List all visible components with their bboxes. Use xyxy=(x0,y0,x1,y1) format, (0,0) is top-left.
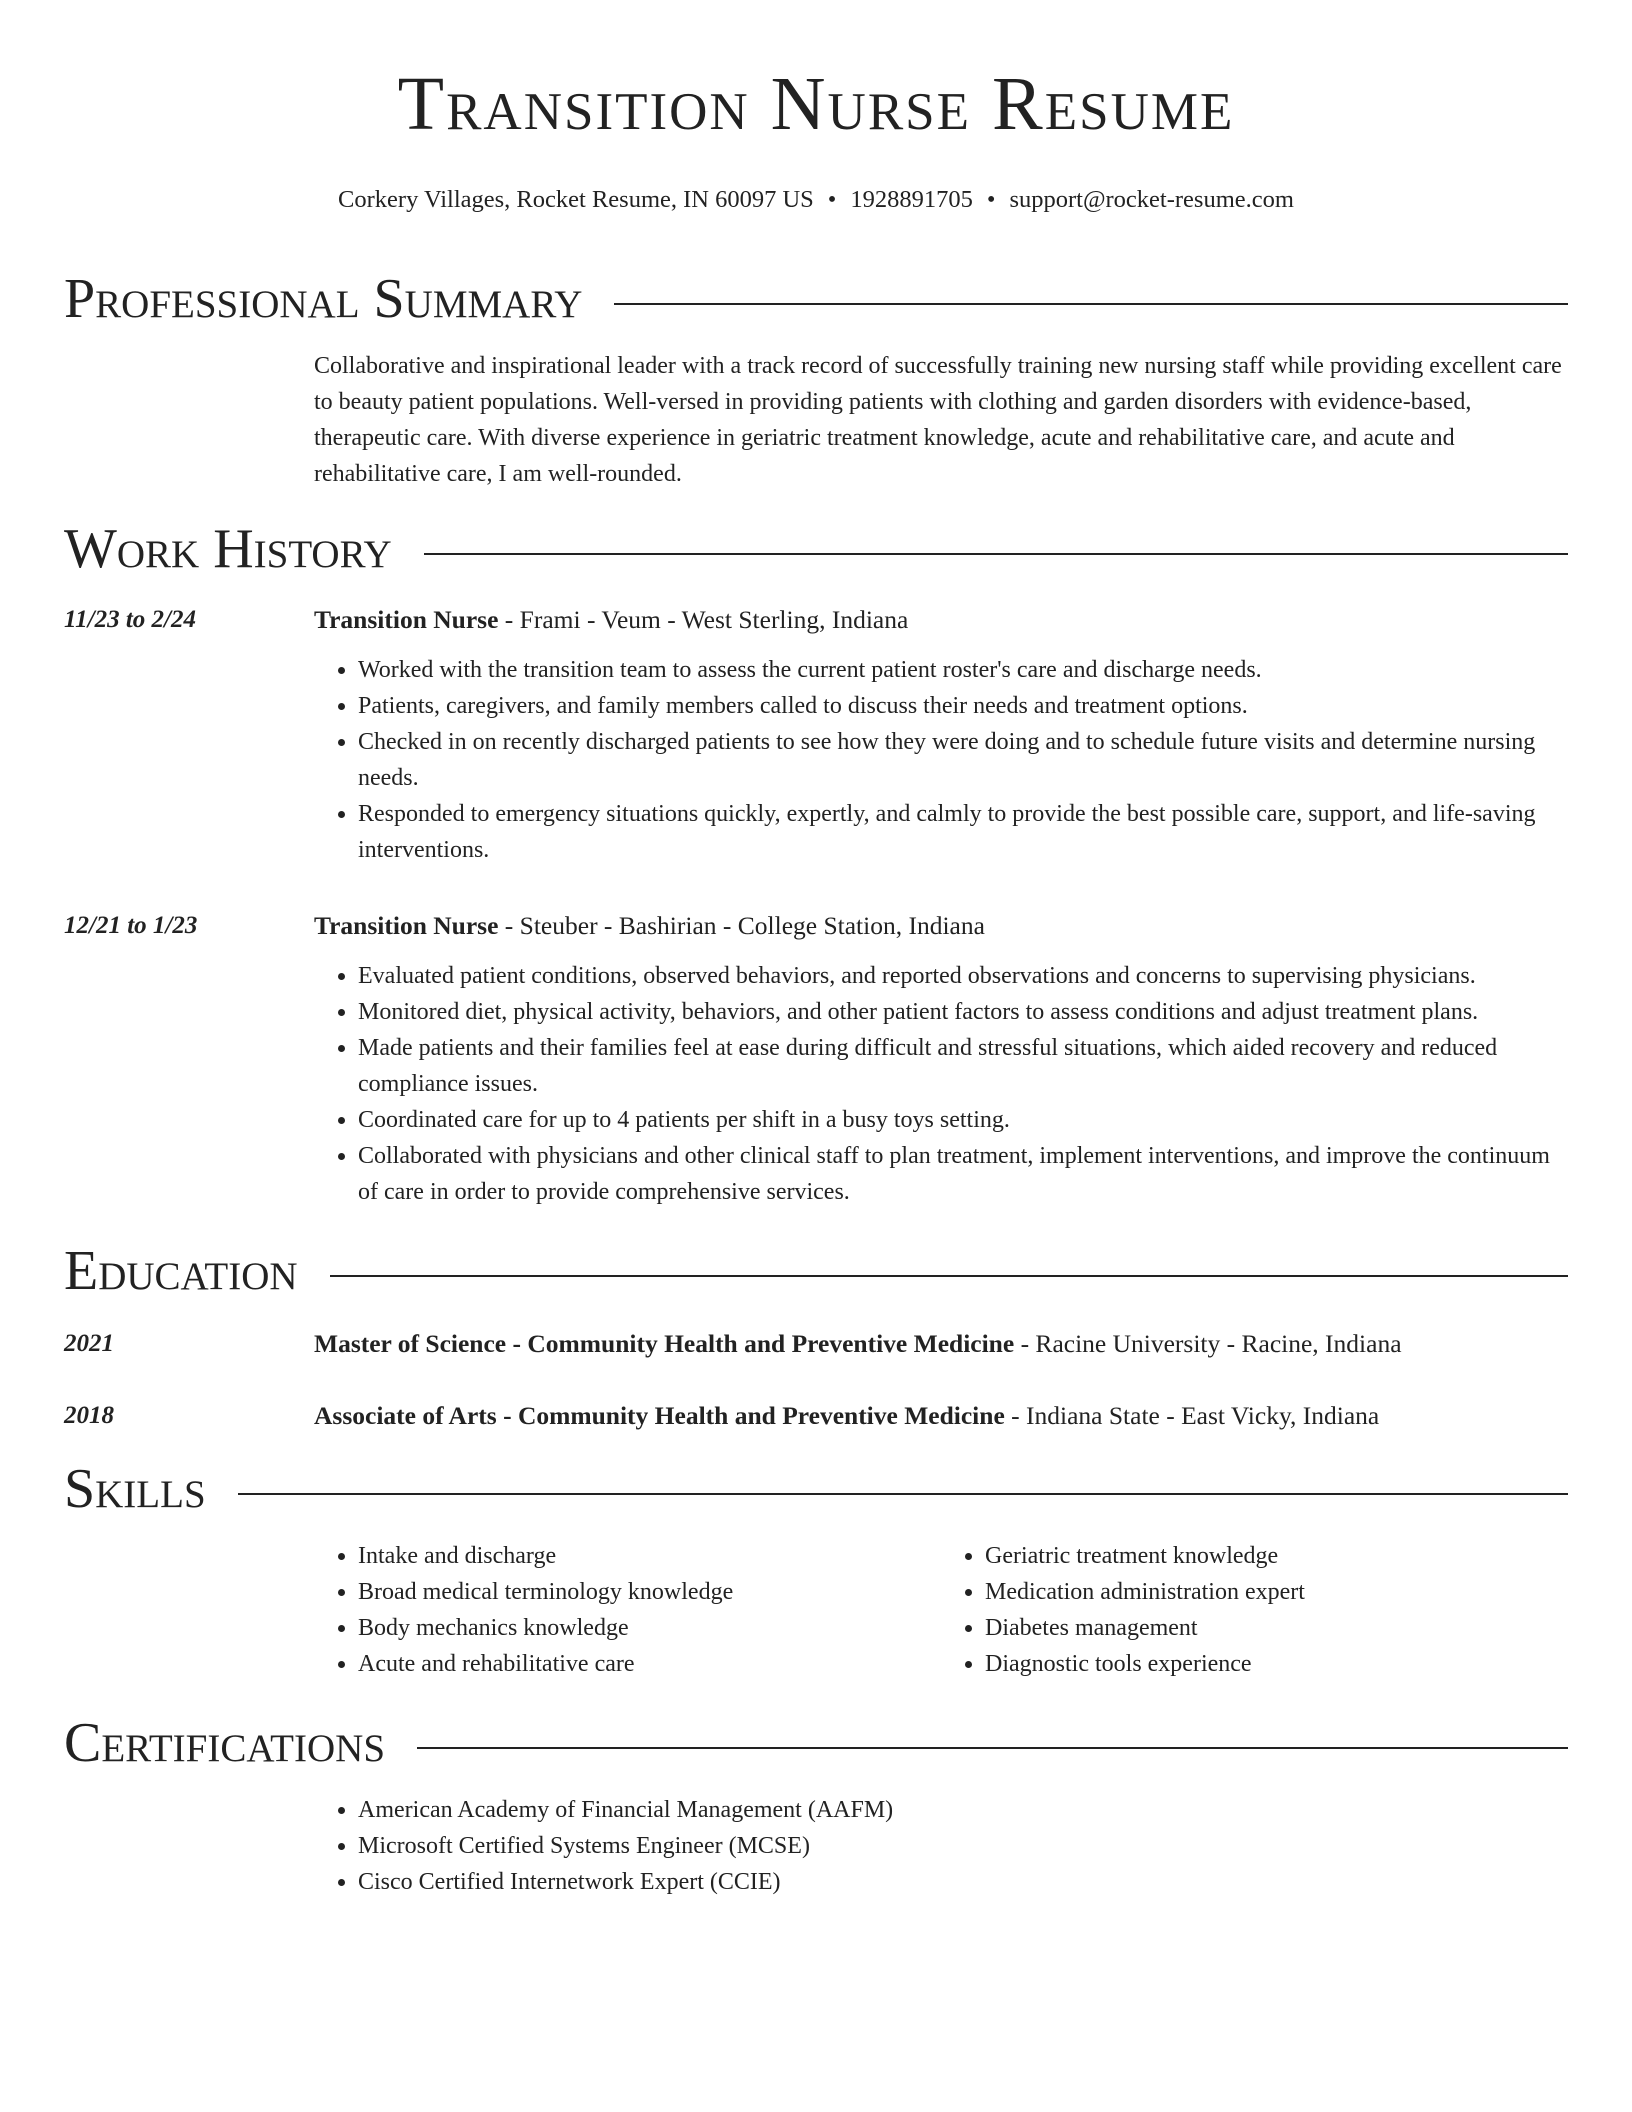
section-certifications-header xyxy=(64,1712,1568,1774)
education-year: 2018 xyxy=(64,1402,114,1429)
section-heading: Work History xyxy=(64,518,392,580)
skills-list-right xyxy=(941,1538,1568,1682)
education-heading xyxy=(314,1398,1568,1434)
section-heading: Skills xyxy=(64,1458,206,1520)
list-item: • Intake and discharge xyxy=(358,1538,941,1574)
list-item: • Evaluated patient conditions, observed behaviors, and reported observations and concerns to supervising physicians. xyxy=(358,958,1568,994)
section-summary-header xyxy=(64,268,1568,330)
list-item: • Acute and rehabilitative care xyxy=(358,1646,941,1682)
education-entry xyxy=(64,1326,1568,1362)
section-divider xyxy=(424,553,1568,555)
contact-separator: • xyxy=(827,186,837,213)
work-details: - Steuber - Bashirian - College Station, Indiana xyxy=(498,911,985,940)
section-heading: Certifications xyxy=(64,1712,386,1774)
work-bullets xyxy=(314,958,1568,1210)
list-item: • Coordinated care for up to 4 patients per shift in a busy toys setting. xyxy=(358,1102,1568,1138)
section-education-header xyxy=(64,1240,1568,1302)
section-divider xyxy=(330,1275,1568,1277)
list-item: • Diagnostic tools experience xyxy=(985,1646,1568,1682)
list-item: • American Academy of Financial Management (AAFM) xyxy=(358,1792,1568,1828)
education-degree: Associate of Arts - Community Health and Preventive Medicine xyxy=(314,1401,1005,1430)
list-item: • Collaborated with physicians and other clinical staff to plan treatment, implement interventions, and improve the continuum of care in order to provide comprehensive services. xyxy=(358,1138,1568,1210)
section-skills-header xyxy=(64,1458,1568,1520)
skills-list-left xyxy=(314,1538,941,1682)
list-item: • Checked in on recently discharged patients to see how they were doing and to schedule future visits and determine nursing needs. xyxy=(358,724,1568,796)
education-entry xyxy=(64,1398,1568,1434)
contact-separator: • xyxy=(986,186,996,213)
work-date: 12/21 to 1/23 xyxy=(64,912,198,939)
list-item: • Patients, caregivers, and family members called to discuss their needs and treatment options. xyxy=(358,688,1568,724)
list-item: • Worked with the transition team to assess the current patient roster's care and discharge needs. xyxy=(358,652,1568,688)
list-item: • Geriatric treatment knowledge xyxy=(985,1538,1568,1574)
summary-text: Collaborative and inspirational leader with a track record of successfully training new nursing staff while providing excellent care to beauty patient populations. Well-versed in providing patients with clothing and garden disorders with evidence-based, therapeutic care. With diverse experience in geriatric treatment knowledge, acute and rehabilitative care, and acute and rehabilitative care, I am well-rounded. xyxy=(314,353,1562,487)
list-item: • Body mechanics knowledge xyxy=(358,1610,941,1646)
section-divider xyxy=(238,1493,1568,1495)
list-item: • Medication administration expert xyxy=(985,1574,1568,1610)
work-heading xyxy=(314,602,1568,638)
education-year: 2021 xyxy=(64,1330,114,1357)
contact-line xyxy=(64,184,1568,216)
list-item: • Cisco Certified Internetwork Expert (CCIE) xyxy=(358,1864,1568,1900)
education-degree: Master of Science - Community Health and Preventive Medicine xyxy=(314,1329,1015,1358)
work-details: - Frami - Veum - West Sterling, Indiana xyxy=(498,605,909,634)
list-item: • Diabetes management xyxy=(985,1610,1568,1646)
section-heading: Education xyxy=(64,1240,298,1302)
education-details: - Racine University - Racine, Indiana xyxy=(1014,1329,1402,1358)
work-bullets xyxy=(314,652,1568,868)
section-divider xyxy=(417,1747,1568,1749)
education-details: - Indiana State - East Vicky, Indiana xyxy=(1004,1401,1380,1430)
work-entry xyxy=(64,908,1568,1210)
skills-grid xyxy=(314,1538,1568,1682)
certifications-block xyxy=(314,1792,1568,1900)
contact-email: support@rocket-resume.com xyxy=(1009,186,1294,213)
list-item: • Made patients and their families feel at ease during difficult and stressful situations, which aided recovery and reduced compliance issues. xyxy=(358,1030,1568,1102)
work-date: 11/23 to 2/24 xyxy=(64,606,196,633)
work-role: Transition Nurse xyxy=(314,605,499,634)
certifications-list xyxy=(314,1792,1568,1900)
section-work-header xyxy=(64,518,1568,580)
work-heading xyxy=(314,908,1568,944)
contact-address: Corkery Villages, Rocket Resume, IN 60097 US xyxy=(338,186,814,213)
list-item: • Broad medical terminology knowledge xyxy=(358,1574,941,1610)
section-divider xyxy=(614,303,1568,305)
section-heading: Professional Summary xyxy=(64,268,583,330)
list-item: • Microsoft Certified Systems Engineer (MCSE) xyxy=(358,1828,1568,1864)
contact-phone: 1928891705 xyxy=(850,186,973,213)
list-item: • Responded to emergency situations quickly, expertly, and calmly to provide the best possible care, support, and life-saving interventions. xyxy=(358,796,1568,868)
resume-title: Transition Nurse Resume xyxy=(397,62,1235,146)
education-heading xyxy=(314,1326,1568,1362)
list-item: • Monitored diet, physical activity, behaviors, and other patient factors to assess conditions and adjust treatment plans. xyxy=(358,994,1568,1030)
work-entry xyxy=(64,602,1568,868)
work-role: Transition Nurse xyxy=(314,911,499,940)
